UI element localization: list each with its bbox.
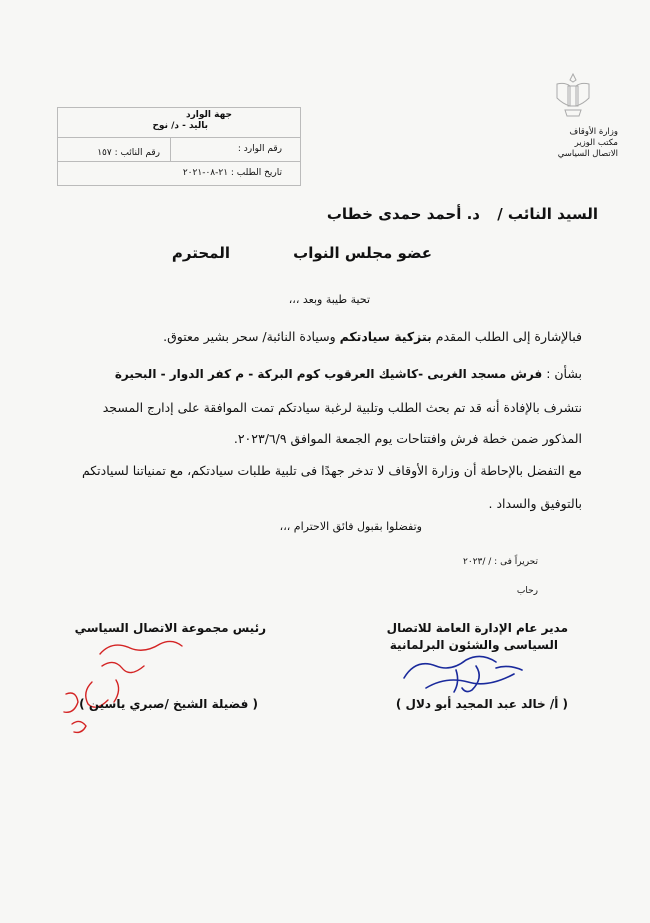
right-signer-title-1: مدير عام الإدارة العامة للاتصال <box>386 621 568 635</box>
incoming-info-box <box>57 107 301 186</box>
subject-text: فرش مسجد الغربى -كاشيك العرقوب كوم البركة - م كفر الدوار - البحيرة <box>114 367 543 381</box>
left-signer-title: رئيس مجموعة الاتصال السياسي <box>74 621 266 635</box>
source-label: جهة الوارد <box>185 110 232 120</box>
ministry-name: وزارة الأوقاف <box>569 127 618 137</box>
right-signer-name: ( أ/ خالد عبد المجيد أبو دلال ) <box>395 697 568 711</box>
subject-line <box>115 366 582 381</box>
addressee-position: عضو مجلس النواب <box>293 244 432 262</box>
kindly-line-1: مع التفضل بالإحاطة أن وزارة الأوقاف لا تدخر جهدًا فى تلبية طلبات سيادتكم، مع تمنياتنا لسيادتكم <box>81 463 582 478</box>
office-name: مكتب الوزير <box>574 138 618 148</box>
greeting: تحية طيبة وبعد ،،، <box>288 293 370 306</box>
left-signer-name: ( فضيلة الشيخ /صبري ياسين ) <box>79 697 258 711</box>
inform-line-2: المذكور ضمن خطة فرش وافتتاحات يوم الجمعة الموافق ٢٠٢٣/٦/٩. <box>233 431 582 446</box>
source-value: باليد - د/ نوح <box>152 121 208 131</box>
request-date: تاريخ الطلب : ٢١-٠٨-٢٠٢١ <box>182 168 282 178</box>
incoming-number-label: رقم الوارد : <box>237 144 282 154</box>
ministry-block <box>558 127 618 160</box>
addressee-honorific: المحترم <box>171 244 230 262</box>
typist-initials: رحاب <box>516 586 538 596</box>
reference-bold: بتزكية سيادتكم <box>339 329 432 344</box>
inform-line-1: نتشرف بالإفادة أنه قد تم بحث الطلب وتلبية لرغبة سيادتكم تمت الموافقة على إدارج المسجد <box>102 400 582 415</box>
written-on-date: تحريراً فى : / /٢٠٢٣ <box>463 557 538 567</box>
right-signer-title-2: السياسى والشئون البرلمانية <box>389 638 558 652</box>
subject-prefix: بشأن : <box>546 366 582 381</box>
addressee-title: السيد النائب / <box>497 205 598 223</box>
addressee-name: د. أحمد حمدى خطاب <box>326 205 480 223</box>
reference-paragraph <box>163 329 582 344</box>
closing-line: وتفضلوا بقبول فائق الاحترام ،،، <box>279 520 422 533</box>
right-handwritten-signature <box>396 648 536 698</box>
deputy-number: رقم النائب : ١٥٧ <box>97 148 160 158</box>
left-handwritten-signature <box>52 632 192 742</box>
kindly-line-2: بالتوفيق والسداد . <box>488 496 582 511</box>
reference-prefix: فبالإشارة إلى الطلب المقدم <box>435 329 582 344</box>
eagle-emblem-icon <box>553 70 593 120</box>
reference-suffix: وسيادة النائبة/ سحر بشير معتوق. <box>163 329 336 344</box>
department-name: الاتصال السياسي <box>557 149 618 159</box>
